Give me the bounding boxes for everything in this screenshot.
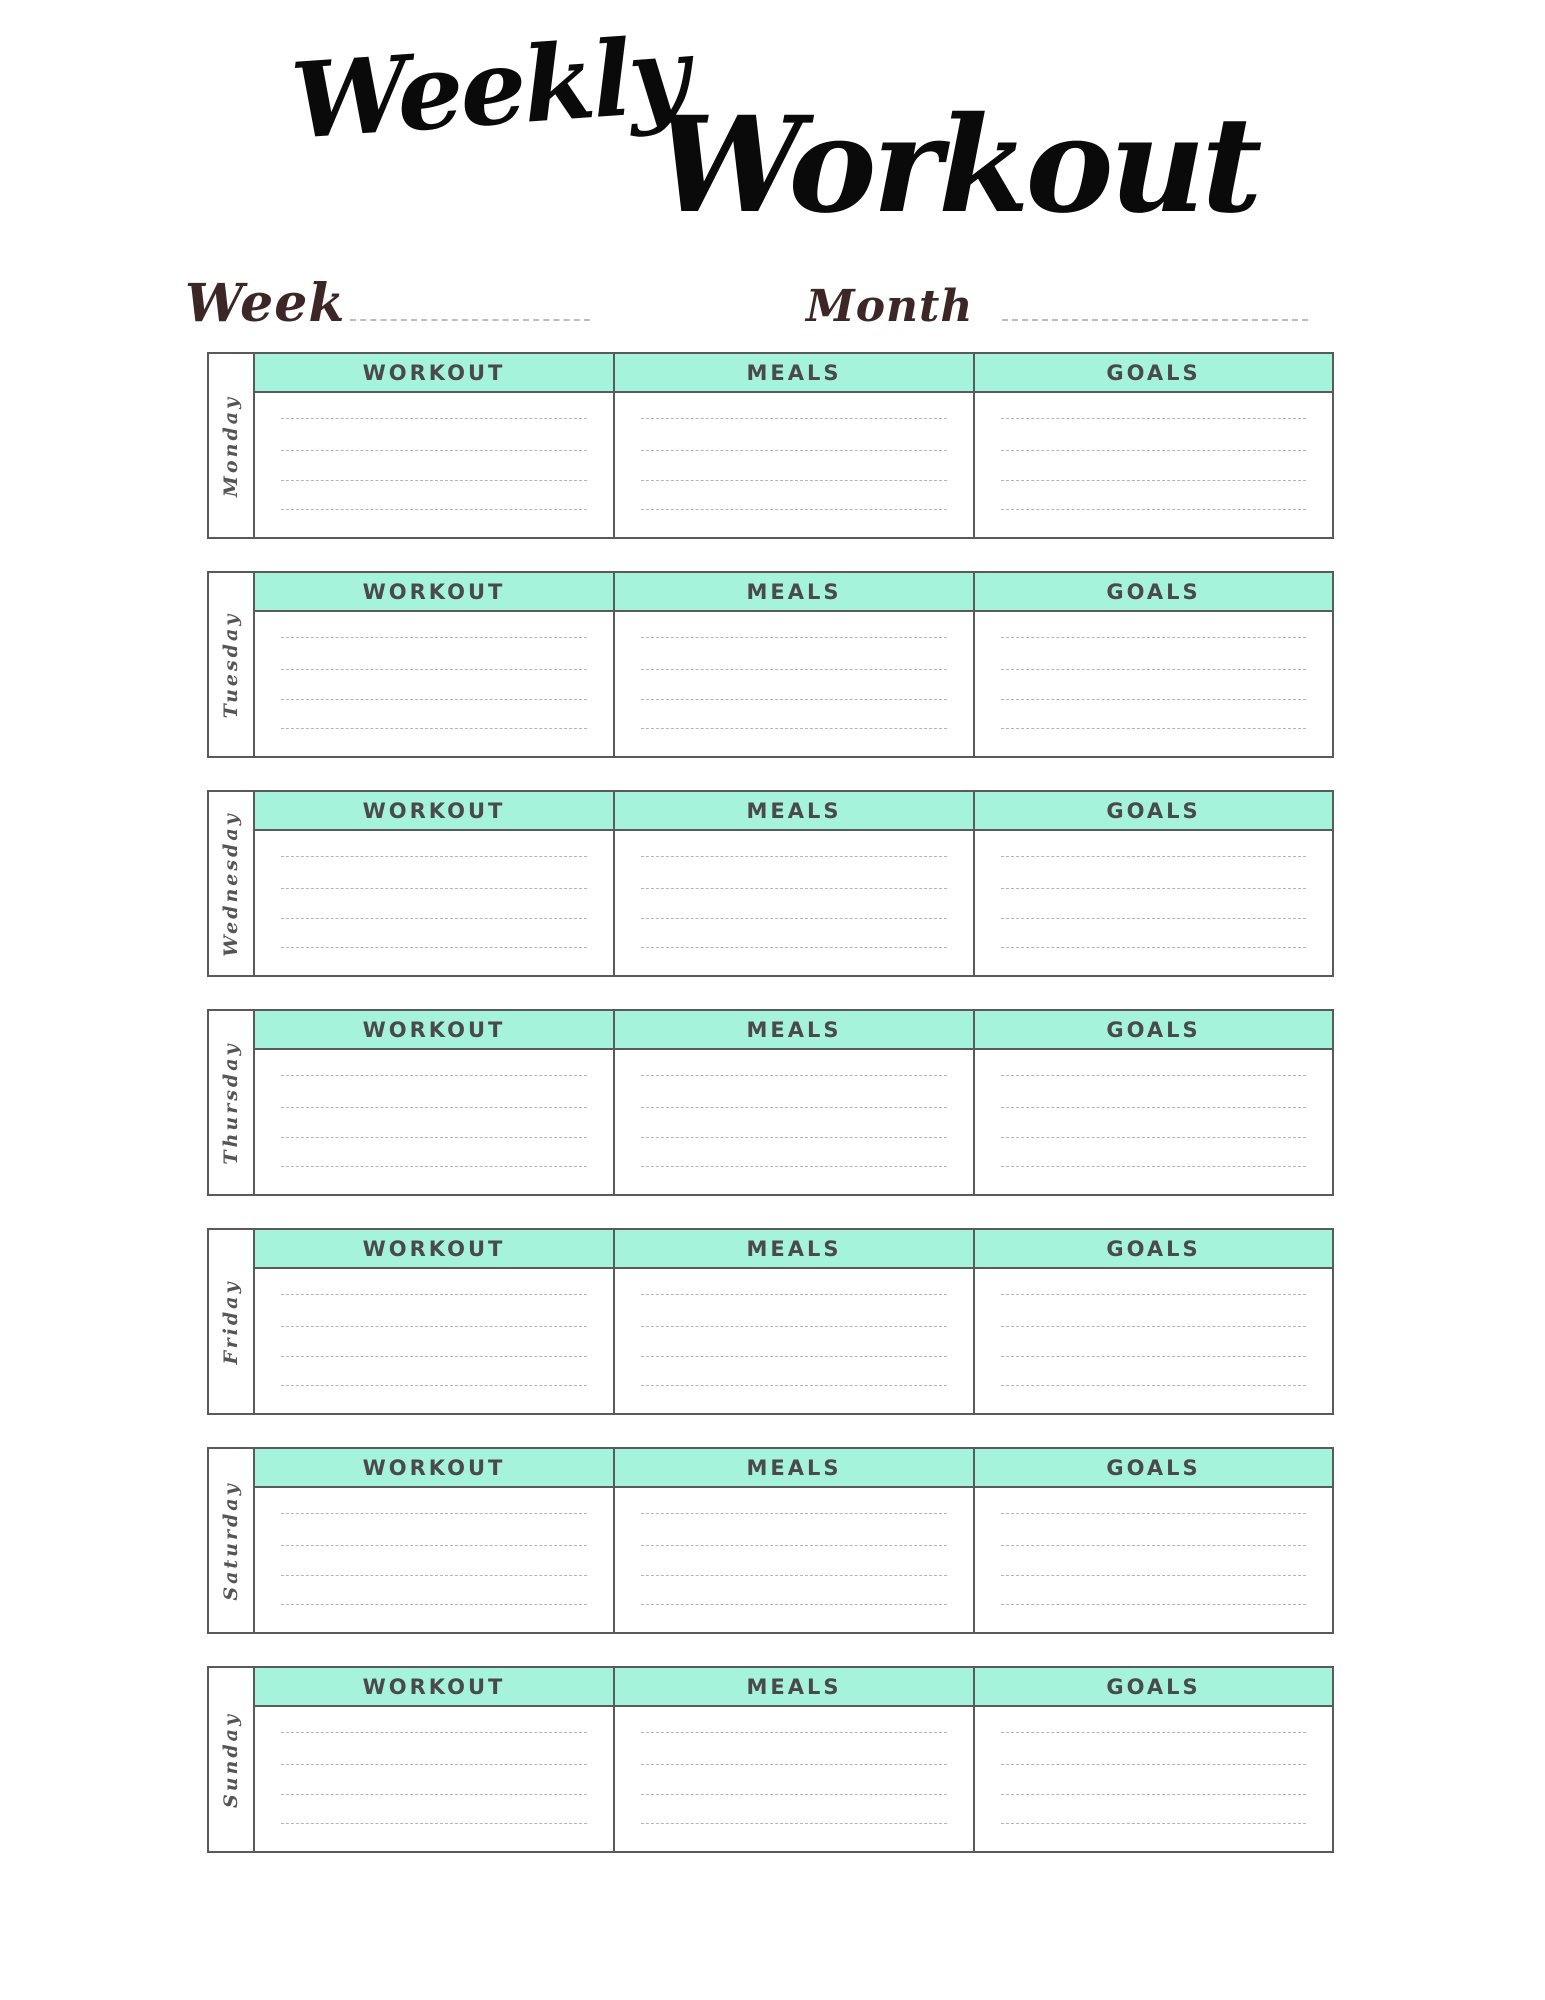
- day-block-wednesday: [207, 790, 1334, 977]
- write-line: [641, 669, 947, 670]
- write-line: [641, 1326, 947, 1327]
- write-line: [641, 1166, 947, 1167]
- write-line: [281, 1137, 587, 1138]
- write-line: [281, 450, 587, 451]
- write-line: [281, 418, 587, 419]
- day-block-saturday: [207, 1447, 1334, 1634]
- write-line: [281, 1604, 587, 1605]
- day-label-column: [209, 573, 255, 756]
- goals-header: GOALS: [975, 1011, 1332, 1050]
- meals-header: MEALS: [615, 354, 973, 393]
- write-line: [641, 728, 947, 729]
- day-label: Tuesday: [220, 611, 242, 718]
- day-label-column: [209, 354, 255, 537]
- month-label: Month: [806, 281, 974, 332]
- write-line: [281, 918, 587, 919]
- write-line: [641, 1794, 947, 1795]
- write-line: [281, 728, 587, 729]
- workout-cell[interactable]: [255, 792, 615, 975]
- goals-cell[interactable]: [975, 1230, 1332, 1413]
- day-label: Saturday: [220, 1480, 242, 1601]
- write-line: [1001, 1107, 1306, 1108]
- write-line: [281, 947, 587, 948]
- workout-cell[interactable]: [255, 573, 615, 756]
- day-label: Monday: [220, 394, 242, 497]
- goals-cell[interactable]: [975, 1011, 1332, 1194]
- workout-header: WORKOUT: [255, 1449, 613, 1488]
- write-line: [641, 699, 947, 700]
- write-line: [281, 637, 587, 638]
- goals-cell[interactable]: [975, 1668, 1332, 1851]
- day-block-monday: [207, 352, 1334, 539]
- write-line: [1001, 1356, 1306, 1357]
- write-line: [641, 480, 947, 481]
- write-line: [1001, 1794, 1306, 1795]
- write-line: [641, 947, 947, 948]
- month-field[interactable]: [1002, 319, 1308, 321]
- meals-cell[interactable]: [615, 1668, 975, 1851]
- write-line: [1001, 1166, 1306, 1167]
- write-line: [1001, 728, 1306, 729]
- workout-header: WORKOUT: [255, 792, 613, 831]
- write-line: [641, 1575, 947, 1576]
- write-line: [1001, 947, 1306, 948]
- write-line: [281, 480, 587, 481]
- write-line: [281, 888, 587, 889]
- write-line: [1001, 1385, 1306, 1386]
- write-line: [641, 509, 947, 510]
- day-block-tuesday: [207, 571, 1334, 758]
- meals-header: MEALS: [615, 1668, 973, 1707]
- write-line: [641, 418, 947, 419]
- write-line: [1001, 1545, 1306, 1546]
- write-line: [281, 1107, 587, 1108]
- meals-header: MEALS: [615, 1011, 973, 1050]
- write-line: [1001, 1575, 1306, 1576]
- workout-header: WORKOUT: [255, 1668, 613, 1707]
- write-line: [1001, 509, 1306, 510]
- goals-header: GOALS: [975, 1449, 1332, 1488]
- write-line: [281, 1823, 587, 1824]
- goals-cell[interactable]: [975, 354, 1332, 537]
- write-line: [281, 699, 587, 700]
- write-line: [641, 888, 947, 889]
- goals-header: GOALS: [975, 573, 1332, 612]
- workout-cell[interactable]: [255, 354, 615, 537]
- write-line: [641, 1356, 947, 1357]
- write-line: [1001, 1513, 1306, 1514]
- day-label-column: [209, 1230, 255, 1413]
- write-line: [281, 1575, 587, 1576]
- write-line: [281, 1513, 587, 1514]
- workout-header: WORKOUT: [255, 354, 613, 393]
- workout-header: WORKOUT: [255, 573, 613, 612]
- write-line: [641, 856, 947, 857]
- write-line: [281, 1385, 587, 1386]
- write-line: [1001, 1764, 1306, 1765]
- write-line: [1001, 1294, 1306, 1295]
- day-block-friday: [207, 1228, 1334, 1415]
- write-line: [281, 1356, 587, 1357]
- write-line: [281, 1166, 587, 1167]
- write-line: [281, 1075, 587, 1076]
- write-line: [1001, 699, 1306, 700]
- write-line: [1001, 856, 1306, 857]
- write-line: [281, 1732, 587, 1733]
- write-line: [641, 1137, 947, 1138]
- write-line: [1001, 480, 1306, 481]
- day-label-column: [209, 1449, 255, 1632]
- write-line: [1001, 1823, 1306, 1824]
- meals-header: MEALS: [615, 1449, 973, 1488]
- write-line: [281, 1764, 587, 1765]
- day-block-sunday: [207, 1666, 1334, 1853]
- write-line: [281, 509, 587, 510]
- day-label: Friday: [220, 1278, 242, 1365]
- day-label-column: [209, 1668, 255, 1851]
- write-line: [1001, 637, 1306, 638]
- write-line: [641, 1823, 947, 1824]
- write-line: [641, 1075, 947, 1076]
- goals-cell[interactable]: [975, 573, 1332, 756]
- write-line: [1001, 918, 1306, 919]
- goals-header: GOALS: [975, 1230, 1332, 1269]
- write-line: [1001, 450, 1306, 451]
- meals-cell[interactable]: [615, 1449, 975, 1632]
- meals-cell[interactable]: [615, 1011, 975, 1194]
- meals-cell[interactable]: [615, 1230, 975, 1413]
- week-label: Week: [185, 273, 346, 334]
- day-label: Wednesday: [220, 810, 242, 957]
- goals-cell[interactable]: [975, 1449, 1332, 1632]
- write-line: [1001, 1326, 1306, 1327]
- write-line: [1001, 1604, 1306, 1605]
- write-line: [641, 1545, 947, 1546]
- write-line: [641, 637, 947, 638]
- write-line: [641, 450, 947, 451]
- workout-cell[interactable]: [255, 1230, 615, 1413]
- write-line: [1001, 1137, 1306, 1138]
- meals-header: MEALS: [615, 792, 973, 831]
- meals-cell[interactable]: [615, 354, 975, 537]
- day-label: Thursday: [220, 1040, 242, 1165]
- workout-cell[interactable]: [255, 1449, 615, 1632]
- write-line: [641, 1294, 947, 1295]
- meals-cell[interactable]: [615, 792, 975, 975]
- write-line: [1001, 669, 1306, 670]
- write-line: [281, 1545, 587, 1546]
- write-line: [641, 1513, 947, 1514]
- goals-header: GOALS: [975, 792, 1332, 831]
- write-line: [641, 1385, 947, 1386]
- day-label: Sunday: [220, 1711, 242, 1808]
- meals-cell[interactable]: [615, 573, 975, 756]
- meals-header: MEALS: [615, 573, 973, 612]
- write-line: [281, 1794, 587, 1795]
- write-line: [641, 918, 947, 919]
- workout-cell[interactable]: [255, 1668, 615, 1851]
- write-line: [281, 669, 587, 670]
- workout-cell[interactable]: [255, 1011, 615, 1194]
- write-line: [641, 1764, 947, 1765]
- workout-header: WORKOUT: [255, 1230, 613, 1269]
- day-label-column: [209, 792, 255, 975]
- write-line: [641, 1604, 947, 1605]
- write-line: [641, 1732, 947, 1733]
- goals-header: GOALS: [975, 354, 1332, 393]
- write-line: [1001, 888, 1306, 889]
- write-line: [281, 1294, 587, 1295]
- day-block-thursday: [207, 1009, 1334, 1196]
- goals-header: GOALS: [975, 1668, 1332, 1707]
- title-workout: Workout: [655, 88, 1259, 243]
- write-line: [641, 1107, 947, 1108]
- workout-header: WORKOUT: [255, 1011, 613, 1050]
- meals-header: MEALS: [615, 1230, 973, 1269]
- goals-cell[interactable]: [975, 792, 1332, 975]
- write-line: [281, 856, 587, 857]
- write-line: [281, 1326, 587, 1327]
- write-line: [1001, 418, 1306, 419]
- write-line: [1001, 1075, 1306, 1076]
- write-line: [1001, 1732, 1306, 1733]
- week-field[interactable]: [350, 319, 590, 321]
- title-weekly: Weekly: [287, 12, 690, 163]
- day-label-column: [209, 1011, 255, 1194]
